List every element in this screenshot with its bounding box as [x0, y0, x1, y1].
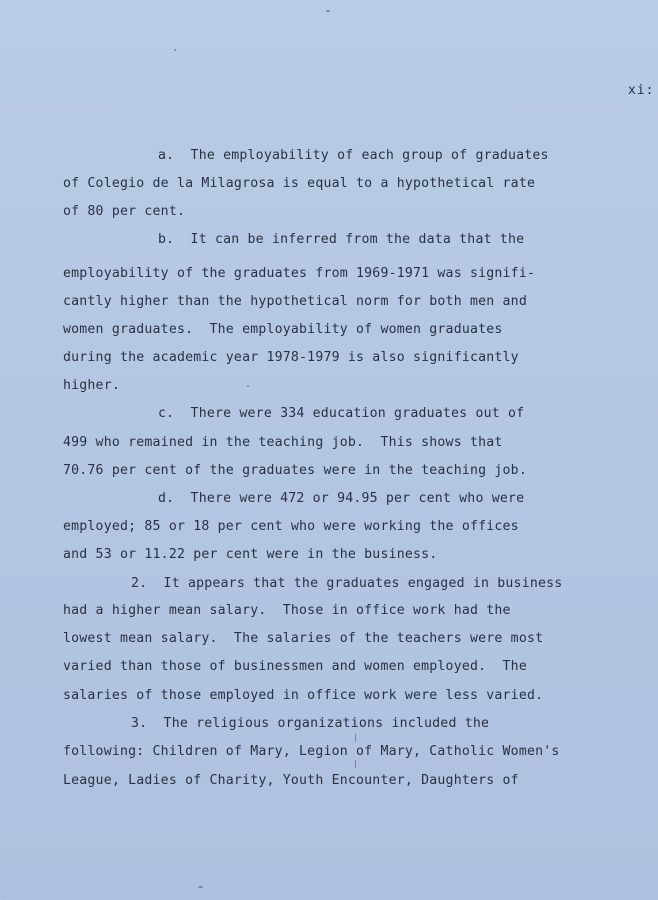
- text-line: 2. It appears that the graduates engaged in business: [131, 576, 563, 591]
- text-line: varied than those of businessmen and women employed. The: [63, 659, 527, 674]
- text-line: and 53 or 11.22 per cent were in the business.: [63, 547, 438, 562]
- text-line: higher.: [63, 378, 120, 393]
- text-line: b. It can be inferred from the data that the: [158, 232, 525, 247]
- scan-speck: [174, 49, 176, 51]
- text-line: had a higher mean salary. Those in office work had the: [63, 603, 511, 618]
- text-line: c. There were 334 education graduates out of: [158, 406, 525, 421]
- text-line: lowest mean salary. The salaries of the teachers were most: [63, 631, 544, 646]
- text-line: a. The employability of each group of graduates: [158, 148, 549, 163]
- text-line: during the academic year 1978-1979 is also significantly: [63, 350, 519, 365]
- text-line: employed; 85 or 18 per cent who were working the offices: [63, 519, 519, 534]
- text-line: of Colegio de la Milagrosa is equal to a hypothetical rate: [63, 176, 536, 191]
- text-line: 3. The religious organizations included the: [131, 716, 490, 731]
- page-number: xi:: [628, 83, 655, 98]
- text-line: d. There were 472 or 94.95 per cent who were: [158, 491, 525, 506]
- text-line: salaries of those employed in office work were less varied.: [63, 688, 544, 703]
- text-line: following: Children of Mary, Legion of Mary, Catholic Women's: [63, 744, 560, 759]
- text-line: women graduates. The employability of women graduates: [63, 322, 503, 337]
- text-line: employability of the graduates from 1969-1971 was signifi-: [63, 266, 536, 281]
- scan-speck: [355, 734, 356, 742]
- text-line: League, Ladies of Charity, Youth Encounter, Daughters of: [63, 773, 519, 788]
- text-line: 499 who remained in the teaching job. This shows that: [63, 435, 503, 450]
- scan-footer-mark: ....: [2, 894, 8, 899]
- scan-speck: [355, 760, 356, 768]
- scan-speck: [247, 385, 249, 387]
- scan-speck: [198, 886, 203, 888]
- text-line: cantly higher than the hypothetical norm for both men and: [63, 294, 527, 309]
- scan-speck: [326, 10, 330, 12]
- text-line: of 80 per cent.: [63, 204, 186, 219]
- text-line: 70.76 per cent of the graduates were in the teaching job.: [63, 463, 527, 478]
